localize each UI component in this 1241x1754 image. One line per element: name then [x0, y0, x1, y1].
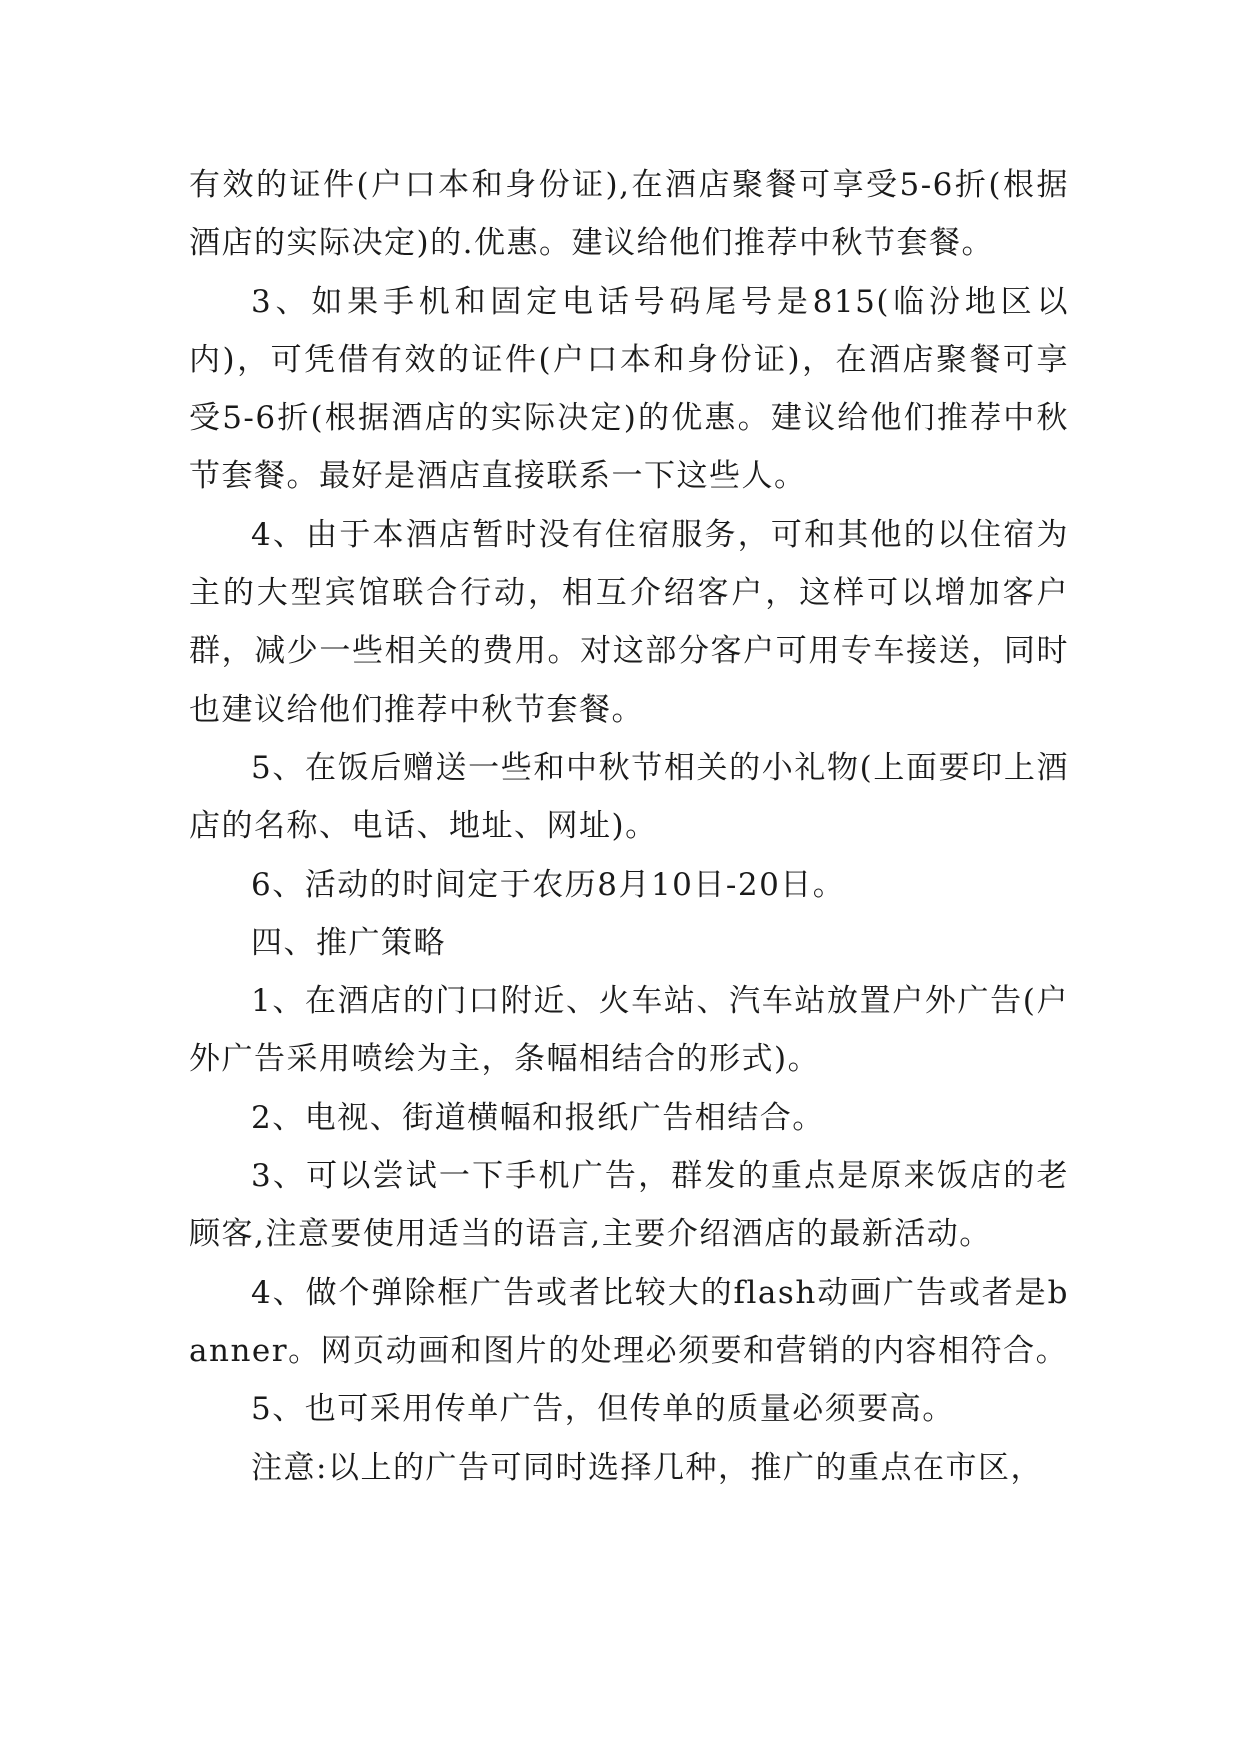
paragraph: 3、可以尝试一下手机广告，群发的重点是原来饭店的老顾客,注意要使用适当的语言,主要介绍酒店的最新活动。	[189, 1158, 1069, 1253]
paragraph: 2、电视、街道横幅和报纸广告相结合。	[251, 1099, 825, 1136]
section-heading: 四、推广策略	[251, 924, 446, 961]
paragraph: 6、活动的时间定于农历8月10日-20日。	[251, 866, 846, 903]
paragraph: 5、在饭后赠送一些和中秋节相关的小礼物(上面要印上酒店的名称、电话、地址、网址)。	[189, 749, 1069, 845]
paragraph: 有效的证件(户口本和身份证),在酒店聚餐可享受5-6折(根据酒店的实际决定)的.优惠。建议给他们推荐中秋节套餐。	[189, 167, 1069, 262]
paragraph: 注意:以上的广告可同时选择几种，推广的重点在市区，	[251, 1449, 1043, 1486]
paragraph: 4、由于本酒店暂时没有住宿服务，可和其他的以住宿为主的大型宾馆联合行动，相互介绍客户，这样可以增加客户群，减少一些相关的费用。对这部分客户可用专车接送，同时也建议给他们推荐中秋节套餐。	[189, 516, 1069, 728]
document-body	[189, 156, 1069, 1497]
paragraph: 1、在酒店的门口附近、火车站、汽车站放置户外广告(户外广告采用喷绘为主，条幅相结合的形式)。	[189, 983, 1069, 1078]
paragraph: 5、也可采用传单广告，但传单的质量必须要高。	[251, 1391, 955, 1428]
paragraph: 3、如果手机和固定电话号码尾号是815(临汾地区以内)，可凭借有效的证件(户口本和身份证)，在酒店聚餐可享受5-6折(根据酒店的实际决定)的优惠。建议给他们推荐中秋节套餐。最好是酒店直接联系一下这些人。	[189, 283, 1069, 495]
paragraph: 4、做个弹除框广告或者比较大的flash动画广告或者是banner。网页动画和图片的处理必须要和营销的内容相符合。	[189, 1274, 1069, 1369]
